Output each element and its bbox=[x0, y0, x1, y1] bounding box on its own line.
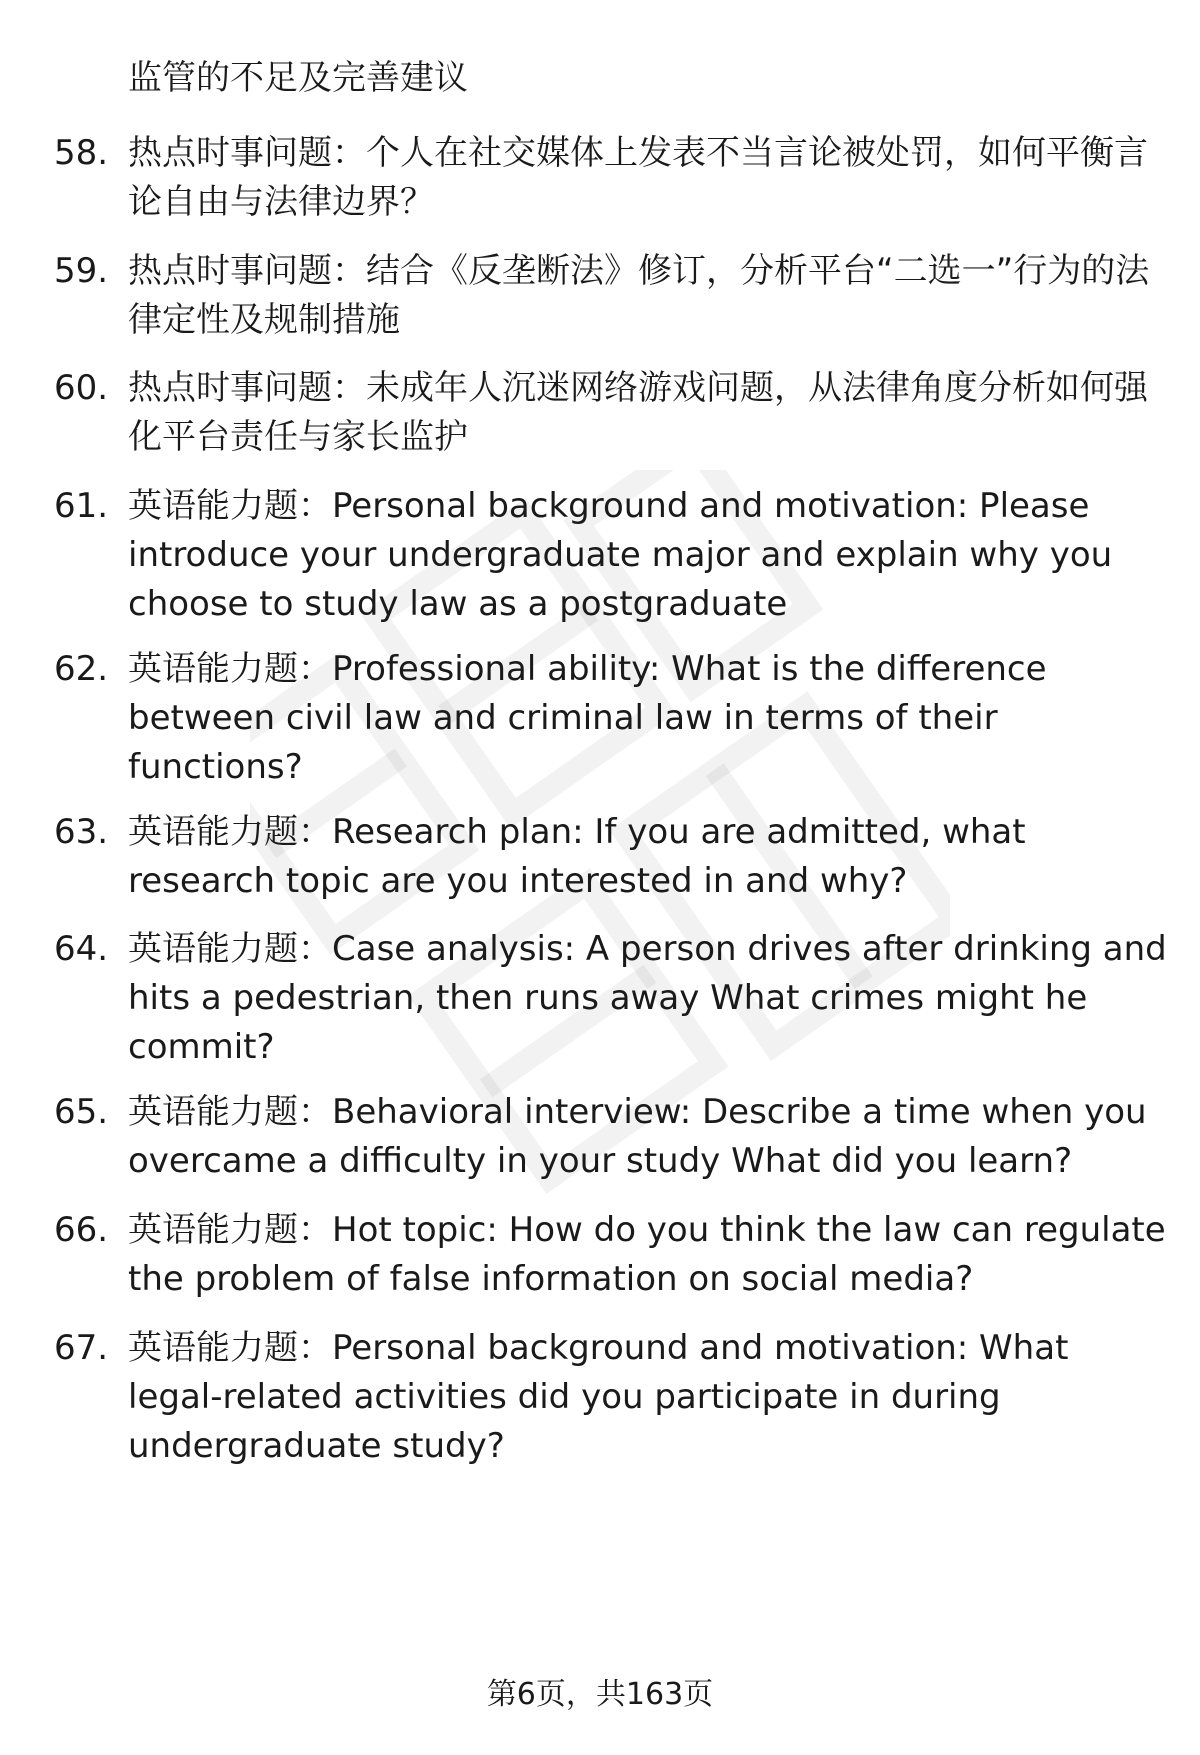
question-number: 66. bbox=[54, 1210, 109, 1250]
question-text: 英语能力题：Case analysis: A person drives after drinking and hits a pedestrian, then runs away What crimes might he commit? bbox=[128, 929, 1167, 1067]
question-number: 60. bbox=[54, 368, 109, 408]
question-number: 67. bbox=[54, 1328, 109, 1368]
question-number: 61. bbox=[54, 486, 109, 526]
continuation-text: 监管的不足及完善建议 bbox=[128, 58, 468, 98]
question-number: 65. bbox=[54, 1092, 109, 1132]
question-number: 58. bbox=[54, 133, 109, 173]
question-number: 62. bbox=[54, 649, 109, 689]
question-text: 热点时事问题：结合《反垄断法》修订，分析平台“二选一”行为的法律定性及规制措施 bbox=[128, 251, 1150, 340]
question-number: 59. bbox=[54, 251, 109, 291]
question-text: 英语能力题：Behavioral interview: Describe a time when you overcame a difficulty in your study What did you learn? bbox=[128, 1092, 1147, 1181]
question-text: 英语能力题：Professional ability: What is the difference between civil law and criminal law in terms of their functions? bbox=[128, 649, 1047, 787]
question-text: 热点时事问题：未成年人沉迷网络游戏问题，从法律角度分析如何强化平台责任与家长监护 bbox=[128, 368, 1148, 457]
page-footer: 第6页，共163页 bbox=[486, 1677, 714, 1712]
question-text: 英语能力题：Personal background and motivation: What legal-related activities did you participate in during undergraduate study? bbox=[128, 1328, 1069, 1466]
question-text: 热点时事问题：个人在社交媒体上发表不当言论被处罚，如何平衡言论自由与法律边界？ bbox=[128, 133, 1148, 222]
question-text: 英语能力题：Research plan: If you are admitted, what research topic are you interested in and why? bbox=[128, 812, 1026, 901]
question-text: 英语能力题：Hot topic: How do you think the law can regulate the problem of false information on social media? bbox=[128, 1210, 1166, 1299]
question-number: 64. bbox=[54, 929, 109, 969]
question-text: 英语能力题：Personal background and motivation: Please introduce your undergraduate major and explain why you choose to study law as a postgraduate bbox=[128, 486, 1113, 624]
question-number: 63. bbox=[54, 812, 109, 852]
